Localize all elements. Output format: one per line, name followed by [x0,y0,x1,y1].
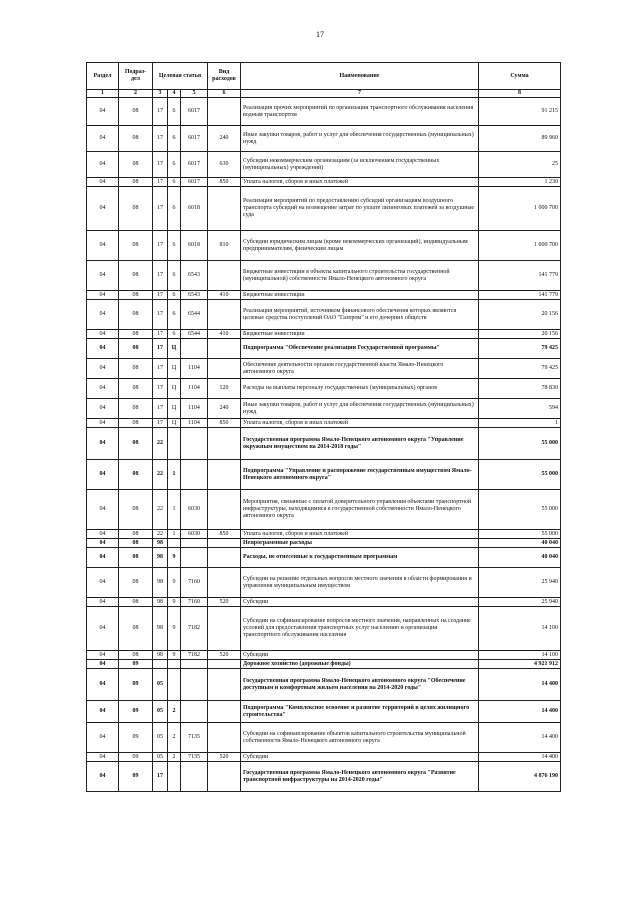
cell-stat-1: 17 [153,291,168,300]
cell-podrazdel: 08 [119,530,153,539]
cell-name: Дорожное хозяйство (дорожные фонды) [241,660,479,669]
cell-razdel: 04 [87,428,119,460]
cell-podrazdel: 09 [119,762,153,792]
cell-razdel: 04 [87,607,119,651]
cell-razdel: 04 [87,261,119,291]
cell-sum: 55 000 [479,428,561,460]
cell-name: Субсидии [241,651,479,660]
col-number: 2 [119,90,153,98]
cell-stat-3 [181,548,208,568]
table-row [87,607,561,651]
cell-name: Бюджетные инвестиции [241,330,479,339]
cell-stat-2: 6 [168,152,181,178]
header-vid: Вид расходов [208,63,241,90]
cell-stat-2 [168,669,181,701]
cell-razdel: 04 [87,359,119,379]
cell-stat-2: 1 [168,490,181,530]
cell-name: Подпрограмма "Обеспечение реализации Государственной программы" [241,339,479,359]
cell-vid [208,359,241,379]
table-row [87,762,561,792]
cell-stat-2: 1 [168,530,181,539]
cell-sum: 14 100 [479,607,561,651]
cell-podrazdel: 08 [119,359,153,379]
cell-stat-1: 17 [153,261,168,291]
cell-razdel: 04 [87,330,119,339]
cell-stat-1: 17 [153,98,168,126]
cell-vid [208,460,241,490]
cell-vid: 520 [208,753,241,762]
cell-name: Субсидии на софинансирование вопросов местного значения, направленных на создание условий для предоставления транспортных услуг населению и организации транспортного обслуживания населения [241,607,479,651]
cell-stat-3: 7182 [181,651,208,660]
cell-stat-3: 6017 [181,178,208,187]
table-row [87,291,561,300]
header-name: Наименование [241,63,479,90]
cell-razdel: 04 [87,399,119,419]
cell-podrazdel: 09 [119,660,153,669]
cell-stat-1: 05 [153,723,168,753]
cell-vid [208,723,241,753]
cell-razdel: 04 [87,753,119,762]
cell-vid [208,539,241,548]
cell-vid: 850 [208,530,241,539]
table-row [87,428,561,460]
cell-name: Бюджетные инвестиции в объекты капитального строительства государственной (муниципальной) собственности Ямало-Ненецкого автономного округа [241,261,479,291]
cell-razdel: 04 [87,723,119,753]
cell-stat-2: 6 [168,300,181,330]
cell-stat-2: 6 [168,187,181,231]
cell-stat-3 [181,701,208,723]
cell-vid: 850 [208,419,241,428]
table-row [87,98,561,126]
cell-sum: 594 [479,399,561,419]
table-row [87,359,561,379]
cell-sum: 14 400 [479,723,561,753]
table-row [87,701,561,723]
table-row [87,530,561,539]
cell-stat-1: 17 [153,231,168,261]
cell-sum: 40 040 [479,548,561,568]
table-row [87,231,561,261]
cell-stat-1: 17 [153,126,168,152]
table-row [87,669,561,701]
cell-name: Мероприятия, связанные с оплатой доверительного управления объектами транспортной инфраструктуры, находящимися в государственной собственности Ямало-Ненецкого автономного округа [241,490,479,530]
col-number: 4 [168,90,181,98]
cell-razdel: 04 [87,187,119,231]
cell-stat-3: 6030 [181,530,208,539]
budget-table [86,62,561,792]
cell-stat-3: 6544 [181,330,208,339]
cell-sum: 55 000 [479,490,561,530]
cell-stat-3: 6030 [181,490,208,530]
table-row [87,187,561,231]
cell-podrazdel: 09 [119,723,153,753]
col-number: 3 [153,90,168,98]
cell-stat-1: 17 [153,419,168,428]
cell-stat-1: 98 [153,548,168,568]
cell-razdel: 04 [87,339,119,359]
cell-stat-3: 6018 [181,187,208,231]
cell-sum: 55 000 [479,530,561,539]
cell-stat-2 [168,539,181,548]
cell-stat-3: 6018 [181,231,208,261]
page-number: 17 [316,30,324,39]
cell-podrazdel: 08 [119,126,153,152]
cell-stat-2: 9 [168,598,181,607]
table-row [87,568,561,598]
cell-vid [208,548,241,568]
cell-sum: 14 400 [479,701,561,723]
cell-stat-2: Ц [168,419,181,428]
header-celevaya: Целевая статья [153,63,208,90]
table-row [87,419,561,428]
cell-podrazdel: 08 [119,291,153,300]
cell-stat-2: 6 [168,330,181,339]
table-row [87,598,561,607]
cell-sum: 55 000 [479,460,561,490]
cell-name: Реализация прочих мероприятий по организации транспортного обслуживания населения водным транспортом [241,98,479,126]
cell-razdel: 04 [87,300,119,330]
cell-sum: 141 779 [479,261,561,291]
cell-vid [208,428,241,460]
cell-sum: 1 000 700 [479,187,561,231]
cell-podrazdel: 08 [119,152,153,178]
table-row [87,723,561,753]
cell-sum: 25 [479,152,561,178]
cell-name: Подпрограмма "Управление и распоряжение государственным имуществом Ямало-Ненецкого автономного округа" [241,460,479,490]
cell-sum: 14 400 [479,669,561,701]
cell-stat-2: 9 [168,607,181,651]
cell-podrazdel: 09 [119,669,153,701]
cell-stat-3: 6017 [181,152,208,178]
cell-sum: 91 215 [479,98,561,126]
cell-vid: 240 [208,126,241,152]
cell-stat-2: 1 [168,460,181,490]
cell-razdel: 04 [87,530,119,539]
cell-podrazdel: 08 [119,379,153,399]
header-podrazdel: Подраз-дел [119,63,153,90]
cell-podrazdel: 08 [119,428,153,460]
cell-sum: 25 940 [479,568,561,598]
cell-stat-3 [181,660,208,669]
cell-razdel: 04 [87,490,119,530]
cell-vid [208,490,241,530]
cell-vid [208,300,241,330]
cell-sum: 79 425 [479,359,561,379]
cell-stat-1: 17 [153,152,168,178]
cell-stat-2: Ц [168,379,181,399]
cell-razdel: 04 [87,460,119,490]
cell-stat-2: 9 [168,548,181,568]
cell-stat-3: 7135 [181,723,208,753]
cell-podrazdel: 08 [119,98,153,126]
cell-stat-3: 1104 [181,399,208,419]
cell-stat-3: 7182 [181,607,208,651]
col-number: 8 [479,90,561,98]
cell-vid: 810 [208,231,241,261]
cell-stat-1 [153,660,168,669]
cell-podrazdel: 08 [119,460,153,490]
col-number: 5 [181,90,208,98]
cell-stat-2: 9 [168,651,181,660]
cell-stat-2: 6 [168,98,181,126]
header-sum: Сумма [479,63,561,90]
cell-name: Иные закупки товаров, работ и услуг для обеспечения государственных (муниципальных) нужд [241,126,479,152]
cell-name: Уплата налогов, сборов и иных платежей [241,419,479,428]
cell-razdel: 04 [87,419,119,428]
cell-sum: 20 156 [479,300,561,330]
cell-stat-1: 17 [153,330,168,339]
table-row [87,460,561,490]
cell-name: Государственная программа Ямало-Ненецкого автономного округа "Развитие транспортной инфраструктуры на 2014-2020 годы" [241,762,479,792]
cell-stat-2 [168,762,181,792]
table-row [87,300,561,330]
cell-vid: 410 [208,291,241,300]
cell-razdel: 04 [87,126,119,152]
cell-podrazdel: 08 [119,300,153,330]
cell-name: Обеспечение деятельности органов государственной власти Ямало-Ненецкого автономного округа [241,359,479,379]
cell-vid [208,568,241,598]
cell-stat-3: 1104 [181,379,208,399]
cell-name: Реализация мероприятий по предоставлению субсидий организациям воздушного транспорта субсидий на возмещение затрат по уплате лизинговых платежей за воздушные суда [241,187,479,231]
cell-podrazdel: 08 [119,399,153,419]
column-number-row [87,90,561,98]
cell-stat-1: 22 [153,428,168,460]
cell-stat-1: 98 [153,607,168,651]
cell-podrazdel: 08 [119,651,153,660]
cell-name: Государственная программа Ямало-Ненецкого автономного округа "Обеспечение доступным и комфортным жильем населения на 2014-2020 годы" [241,669,479,701]
cell-name: Реализация мероприятий, источником финансового обеспечения которых являются целевые средства поступлений ОАО "Газпром" и его дочерних обществ [241,300,479,330]
cell-vid [208,701,241,723]
cell-podrazdel: 08 [119,339,153,359]
cell-name: Субсидии [241,598,479,607]
cell-stat-3: 6543 [181,291,208,300]
cell-podrazdel: 08 [119,419,153,428]
cell-stat-3 [181,762,208,792]
cell-stat-1: 98 [153,651,168,660]
cell-stat-1: 17 [153,339,168,359]
col-number: 7 [241,90,479,98]
cell-name: Уплата налогов, сборов и иных платежей [241,530,479,539]
cell-stat-2: 6 [168,291,181,300]
cell-razdel: 04 [87,762,119,792]
cell-stat-2: 6 [168,126,181,152]
cell-stat-3: 1104 [181,359,208,379]
table-row [87,379,561,399]
cell-vid: 410 [208,330,241,339]
cell-vid [208,762,241,792]
table-row [87,399,561,419]
cell-sum: 20 156 [479,330,561,339]
cell-razdel: 04 [87,701,119,723]
cell-stat-1: 17 [153,178,168,187]
table-row [87,651,561,660]
cell-name: Расходы на выплаты персоналу государственных (муниципальных) органов [241,379,479,399]
cell-vid: 240 [208,399,241,419]
cell-vid [208,98,241,126]
table-row [87,261,561,291]
cell-vid [208,607,241,651]
cell-stat-1: 17 [153,300,168,330]
cell-stat-3: 6017 [181,126,208,152]
table-row [87,178,561,187]
cell-podrazdel: 08 [119,231,153,261]
cell-sum: 14 400 [479,753,561,762]
cell-stat-2: Ц [168,359,181,379]
cell-stat-2 [168,428,181,460]
cell-razdel: 04 [87,548,119,568]
cell-razdel: 04 [87,568,119,598]
cell-razdel: 04 [87,651,119,660]
cell-podrazdel: 08 [119,568,153,598]
cell-vid [208,339,241,359]
header-razdel: Раздел [87,63,119,90]
cell-sum: 14 100 [479,651,561,660]
cell-stat-3 [181,460,208,490]
cell-name: Субсидии на решение отдельных вопросов местного значения в области формирования и управления муниципальным имуществом [241,568,479,598]
cell-razdel: 04 [87,152,119,178]
cell-name: Субсидии некоммерческим организациям (за исключением государственных (муниципальных) учреждений) [241,152,479,178]
cell-stat-1: 22 [153,460,168,490]
cell-podrazdel: 09 [119,701,153,723]
cell-razdel: 04 [87,291,119,300]
cell-name: Подпрограмма "Комплексное освоение и развитие территорий в целях жилищного строительства" [241,701,479,723]
table-row [87,152,561,178]
cell-stat-1: 17 [153,187,168,231]
cell-razdel: 04 [87,379,119,399]
cell-vid [208,187,241,231]
cell-stat-1: 05 [153,753,168,762]
cell-stat-2: 9 [168,568,181,598]
cell-stat-3: 6017 [181,98,208,126]
cell-stat-2: Ц [168,339,181,359]
col-number: 6 [208,90,241,98]
cell-sum: 40 040 [479,539,561,548]
cell-name: Непрограммные расходы [241,539,479,548]
cell-vid: 630 [208,152,241,178]
cell-vid [208,660,241,669]
cell-stat-1: 98 [153,598,168,607]
table-row [87,126,561,152]
cell-stat-1: 05 [153,669,168,701]
cell-vid: 520 [208,598,241,607]
table-body [87,98,561,792]
cell-podrazdel: 08 [119,598,153,607]
cell-stat-1: 17 [153,399,168,419]
cell-sum: 89 960 [479,126,561,152]
cell-name: Уплата налогов, сборов и иных платежей [241,178,479,187]
cell-name: Субсидии на софинансирование объектов капитального строительства муниципальной собственности Ямало-Ненецкого автономного округа [241,723,479,753]
cell-razdel: 04 [87,539,119,548]
cell-vid: 520 [208,651,241,660]
cell-name: Субсидии [241,753,479,762]
cell-vid: 850 [208,178,241,187]
cell-stat-3: 6544 [181,300,208,330]
cell-stat-3: 1104 [181,419,208,428]
cell-stat-2: 2 [168,723,181,753]
cell-stat-2: 6 [168,231,181,261]
cell-sum: 1 000 700 [479,231,561,261]
cell-razdel: 04 [87,669,119,701]
table-row [87,753,561,762]
cell-sum: 1 230 [479,178,561,187]
cell-stat-1: 22 [153,490,168,530]
cell-sum: 1 [479,419,561,428]
cell-stat-1: 05 [153,701,168,723]
cell-razdel: 04 [87,231,119,261]
cell-stat-2: Ц [168,399,181,419]
cell-sum: 141 779 [479,291,561,300]
cell-stat-3: 7160 [181,598,208,607]
table-header-row [87,63,561,90]
table-row [87,660,561,669]
cell-podrazdel: 08 [119,548,153,568]
cell-stat-1: 98 [153,568,168,598]
cell-sum: 79 425 [479,339,561,359]
table-row [87,330,561,339]
cell-podrazdel: 08 [119,187,153,231]
table-row [87,490,561,530]
cell-razdel: 04 [87,660,119,669]
cell-podrazdel: 08 [119,261,153,291]
cell-razdel: 04 [87,178,119,187]
cell-stat-3 [181,428,208,460]
table-row [87,548,561,568]
cell-stat-1: 22 [153,530,168,539]
cell-stat-2: 6 [168,261,181,291]
cell-vid: 120 [208,379,241,399]
cell-podrazdel: 08 [119,607,153,651]
cell-stat-2: 6 [168,178,181,187]
cell-stat-1: 17 [153,359,168,379]
cell-vid [208,669,241,701]
cell-sum: 4 876 190 [479,762,561,792]
cell-stat-3: 7160 [181,568,208,598]
cell-podrazdel: 08 [119,330,153,339]
cell-razdel: 04 [87,598,119,607]
cell-podrazdel: 08 [119,539,153,548]
cell-razdel: 04 [87,98,119,126]
cell-stat-3 [181,339,208,359]
cell-stat-1: 98 [153,539,168,548]
cell-stat-2: 2 [168,753,181,762]
cell-sum: 4 921 912 [479,660,561,669]
cell-stat-2: 2 [168,701,181,723]
col-number: 1 [87,90,119,98]
cell-name: Иные закупки товаров, работ и услуг для обеспечения государственных (муниципальных) нужд [241,399,479,419]
cell-stat-2 [168,660,181,669]
cell-podrazdel: 08 [119,490,153,530]
cell-name: Бюджетные инвестиции [241,291,479,300]
table-row [87,539,561,548]
cell-podrazdel: 09 [119,753,153,762]
cell-stat-3 [181,669,208,701]
cell-name: Государственная программа Ямало-Ненецкого автономного округа "Управление окружным имуществом на 2014-2018 годы" [241,428,479,460]
cell-sum: 78 830 [479,379,561,399]
cell-stat-3: 6543 [181,261,208,291]
cell-podrazdel: 08 [119,178,153,187]
cell-stat-3: 7135 [181,753,208,762]
cell-stat-1: 17 [153,379,168,399]
table-row [87,339,561,359]
cell-name: Субсидии юридическим лицам (кроме некоммерческих организаций), индивидуальным предпринимателям, физическим лицам [241,231,479,261]
cell-sum: 25 940 [479,598,561,607]
cell-stat-1: 17 [153,762,168,792]
cell-name: Расходы, не отнесенные к государственным программам [241,548,479,568]
cell-vid [208,261,241,291]
cell-stat-3 [181,539,208,548]
